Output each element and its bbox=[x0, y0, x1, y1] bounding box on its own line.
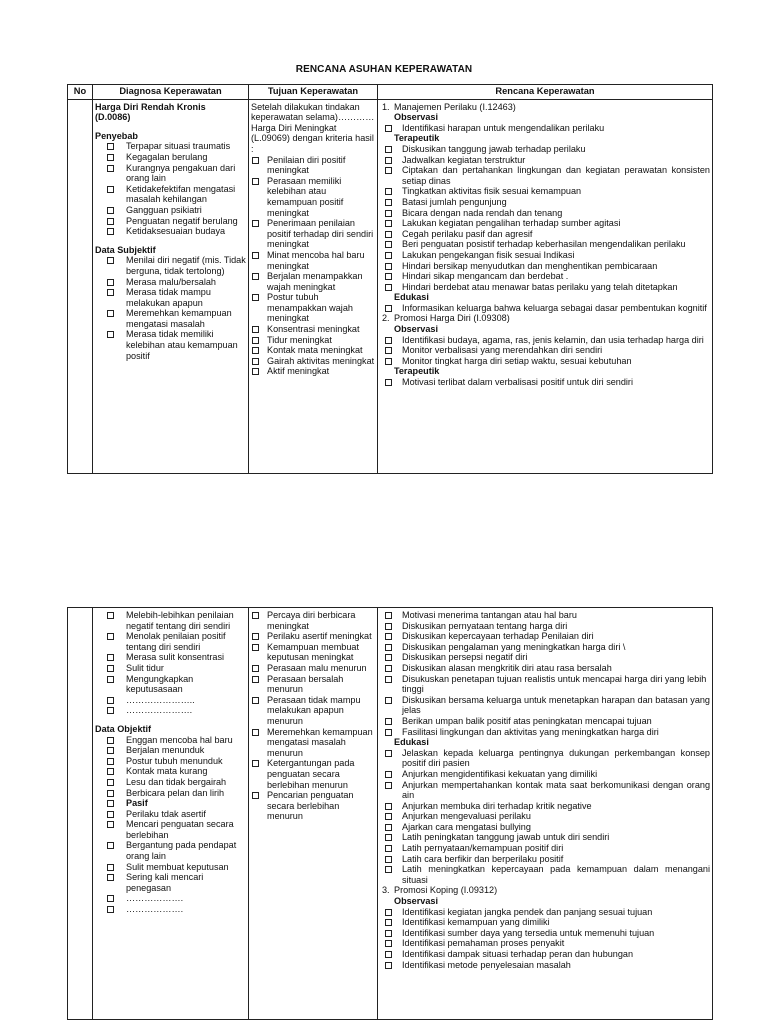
list-item: Anjurkan membuka diri terhadap kritik negative bbox=[380, 801, 710, 812]
list-item: ………………. bbox=[95, 893, 246, 904]
diagnosis-code: (D.0086) bbox=[95, 112, 131, 123]
list-item: Diskusikan alasan mengkritik diri atau rasa bersalah bbox=[380, 663, 710, 674]
list-item: Menolak penilaian positif tentang diri sendiri bbox=[95, 631, 246, 652]
list-item: Hindari berdebat atau menawar batas perilaku yang telah ditetapkan bbox=[380, 282, 710, 293]
subjektif-heading: Data Subjektif bbox=[95, 244, 156, 255]
list-item: Pencarian penguatan secara berlebihan menurun bbox=[251, 790, 375, 822]
list-item: Sulit tidur bbox=[95, 663, 246, 674]
list-item: Jelaskan kepada keluarga pentingnya dukungan perkembangan konsep positif diri pasien bbox=[380, 748, 710, 769]
intervention-title: Promosi Koping (I.09312) bbox=[394, 885, 498, 896]
list-item: Identifikasi budaya, agama, ras, jenis kelamin, dan usia terhadap harga diri bbox=[380, 335, 710, 346]
list-item: Disukuskan penetapan tujuan realistis untuk mencapai harga diri yang lebih tinggi bbox=[380, 674, 710, 695]
list-item: Anjurkan mempertahankan kontak mata saat berkomunikasi dengan orang ain bbox=[380, 780, 710, 801]
edukasi-list bbox=[380, 748, 710, 886]
list-item: Lakukan kegiatan pengalihan terhadap sumber agitasi bbox=[380, 218, 710, 229]
list-item: Perasaan memiliki kelebihan atau kemampuan positif meningkat bbox=[251, 176, 375, 218]
list-item: Melebih-lebihkan penilaian negatif tentang diri sendiri bbox=[95, 610, 246, 631]
list-item: Lakukan pengekangan fisik sesuai Indikasi bbox=[380, 250, 710, 261]
intervention-3 bbox=[380, 885, 710, 896]
list-item: Berbicara pelan dan lirih bbox=[95, 788, 246, 799]
list-item: Perasaan bersalah menurun bbox=[251, 674, 375, 695]
diagnosis-title: Harga Diri Rendah Kronis bbox=[95, 101, 206, 112]
list-item: Enggan mencoba hal baru bbox=[95, 735, 246, 746]
list-item: Motivasi terlibat dalam verbalisasi positif untuk diri sendiri bbox=[380, 377, 710, 388]
list-item: Tingkatkan aktivitas fisik sesuai kemampuan bbox=[380, 186, 710, 197]
rencana-cell bbox=[378, 99, 713, 473]
list-item: Anjurkan mengidentifikasi kekuatan yang dimiliki bbox=[380, 769, 710, 780]
list-item: Beri penguatan posistif terhadap keberhasilan mengendalikan perilaku bbox=[380, 239, 710, 250]
terapeutik-list bbox=[380, 610, 710, 737]
diagnosa-cell bbox=[93, 99, 249, 473]
list-item: Identifikasi kemampuan yang dimiliki bbox=[380, 917, 710, 928]
list-item: Latih meningkatkan kepercayaan pada kemampuan dalam menangani situasi bbox=[380, 864, 710, 885]
intervention-title: Manajemen Perilaku (I.12463) bbox=[394, 101, 516, 112]
list-item: Fasilitasi lingkungan dan aktivitas yang meningkatkan harga diri bbox=[380, 727, 710, 738]
list-item: Kurangnya pengakuan dari orang lain bbox=[95, 163, 246, 184]
terapeutik-heading: Terapeutik bbox=[394, 133, 440, 144]
list-item: Mengungkapkan keputusasaan bbox=[95, 674, 246, 695]
list-item: Penguatan negatif berulang bbox=[95, 216, 246, 227]
list-item: Cegah perilaku pasif dan agresif bbox=[380, 229, 710, 240]
edukasi-list bbox=[380, 303, 710, 314]
list-item: Mencari penguatan secara berlebihan bbox=[95, 819, 246, 840]
intervention-1 bbox=[380, 102, 710, 113]
table-row bbox=[68, 99, 713, 473]
list-item: Berikan umpan balik positif atas peningkatan mencapai tujuan bbox=[380, 716, 710, 727]
list-item: Bergantung pada pendapat orang lain bbox=[95, 840, 246, 861]
no-cell bbox=[68, 99, 93, 473]
tujuan-cell bbox=[249, 99, 378, 473]
header-tujuan: Tujuan Keperawatan bbox=[249, 85, 378, 100]
list-item: Perilaku tdak asertif bbox=[95, 809, 246, 820]
list-item: Merasa tidak memiliki kelebihan atau kemampuan positif bbox=[95, 329, 246, 361]
terapeutik-heading: Terapeutik bbox=[394, 366, 440, 377]
list-item: Ciptakan dan pertahankan lingkungan dan kegiatan perawatan konsisten setiap dinas bbox=[380, 165, 710, 186]
list-item: Identifikasi sumber daya yang tersedia untuk memenuhi tujuan bbox=[380, 928, 710, 939]
list-item: Perilaku asertif meningkat bbox=[251, 631, 375, 642]
list-item: …………………. bbox=[95, 705, 246, 716]
table-row bbox=[68, 608, 713, 1020]
tujuan-list bbox=[251, 610, 375, 822]
list-item: Postur tubuh menampakkan wajah meningkat bbox=[251, 292, 375, 324]
header-rencana: Rencana Keperawatan bbox=[378, 85, 713, 100]
list-item: Ajarkan cara mengatasi bullying bbox=[380, 822, 710, 833]
rencana-cell bbox=[378, 608, 713, 1020]
list-item: Identifikasi metode penyelesaian masalah bbox=[380, 960, 710, 971]
list-item: Konsentrasi meningkat bbox=[251, 324, 375, 335]
list-item: Ketidaksesuaian budaya bbox=[95, 226, 246, 237]
list-item: Ketidakefektifan mengatasi masalah kehilangan bbox=[95, 184, 246, 205]
list-item: Jadwalkan kegiatan terstruktur bbox=[380, 155, 710, 166]
objektif-heading: Data Objektif bbox=[95, 723, 152, 734]
no-cell bbox=[68, 608, 93, 1020]
observasi-list bbox=[380, 335, 710, 367]
list-item: Ketergantungan pada penguatan secara berlebihan menurun bbox=[251, 758, 375, 790]
list-item: Hindari bersikap menyudutkan dan menghentikan pembicaraan bbox=[380, 261, 710, 272]
list-item: Latih pernyataan/kemampuan positif diri bbox=[380, 843, 710, 854]
list-item: Gairah aktivitas meningkat bbox=[251, 356, 375, 367]
list-item: Menilai diri negatif (mis. Tidak berguna, tidak tertolong) bbox=[95, 255, 246, 276]
penyebab-heading: Penyebab bbox=[95, 130, 138, 141]
list-item: Kontak mata kurang bbox=[95, 766, 246, 777]
intervention-title: Promosi Harga Diri (I.09308) bbox=[394, 313, 510, 324]
list-item: Penilaian diri positif meningkat bbox=[251, 155, 375, 176]
document-title: RENCANA ASUHAN KEPERAWATAN bbox=[295, 64, 473, 75]
list-item: Identifikasi pemahaman proses penyakit bbox=[380, 938, 710, 949]
list-item: Identifikasi kegiatan jangka pendek dan panjang sesuai tujuan bbox=[380, 907, 710, 918]
list-item: Percaya diri berbicara meningkat bbox=[251, 610, 375, 631]
penyebab-list bbox=[95, 141, 246, 236]
list-item: Batasi jumlah pengunjung bbox=[380, 197, 710, 208]
observasi-list bbox=[380, 907, 710, 971]
list-item: Anjurkan mengevaluasi perilaku bbox=[380, 811, 710, 822]
list-item: Bicara dengan nada rendah dan tenang bbox=[380, 208, 710, 219]
intervention-number: 1. bbox=[382, 101, 390, 112]
list-item: Meremehkan kemampuan mengatasi masalah bbox=[95, 308, 246, 329]
list-item: Perasaan tidak mampu melakukan apapun menurun bbox=[251, 695, 375, 727]
header-diagnosa: Diagnosa Keperawatan bbox=[93, 85, 249, 100]
intervention-2 bbox=[380, 313, 710, 324]
list-item: Identifikasi dampak situasi terhadap peran dan hubungan bbox=[380, 949, 710, 960]
terapeutik-list bbox=[380, 144, 710, 292]
care-plan-table bbox=[67, 84, 713, 474]
header-no: No bbox=[68, 85, 93, 100]
list-item: Informasikan keluarga bahwa keluarga sebagai dasar pembentukan kognitif bbox=[380, 303, 710, 314]
list-item: Monitor verbalisasi yang merendahkan diri sendiri bbox=[380, 345, 710, 356]
list-item: Diskusikan pernyataan tentang harga diri bbox=[380, 621, 710, 632]
list-item: Latih peningkatan tanggung jawab untuk diri sendiri bbox=[380, 832, 710, 843]
objektif-list bbox=[95, 735, 246, 915]
intervention-number: 3. bbox=[382, 885, 390, 896]
list-item: Meremehkan kemampuan mengatasi masalah menurun bbox=[251, 727, 375, 759]
care-plan-table-continued bbox=[67, 607, 713, 1020]
list-item: ………………. bbox=[95, 904, 246, 915]
list-item: Sulit membuat keputusan bbox=[95, 862, 246, 873]
terapeutik-list bbox=[380, 377, 710, 388]
tujuan-intro: Setelah dilakukan tindakan keperawatan selama)…………Harga Diri Meningkat (L.09069) dengan kriteria hasil : bbox=[251, 101, 375, 154]
list-item: ………………….. bbox=[95, 695, 246, 706]
list-item: Diskusikan persepsi negatif diri bbox=[380, 652, 710, 663]
list-item: Latih cara berfikir dan berperilaku positif bbox=[380, 854, 710, 865]
list-item: Minat mencoba hal baru meningkat bbox=[251, 250, 375, 271]
list-item: Identifikasi harapan untuk mengendalikan perilaku bbox=[380, 123, 710, 134]
list-item: Berjalan menampakkan wajah meningkat bbox=[251, 271, 375, 292]
list-item: Merasa tidak mampu melakukan apapun bbox=[95, 287, 246, 308]
list-item: Sering kali mencari penegasan bbox=[95, 872, 246, 893]
list-item: Tidur meningkat bbox=[251, 335, 375, 346]
list-item: Perasaan malu menurun bbox=[251, 663, 375, 674]
observasi-heading: Observasi bbox=[394, 324, 438, 335]
list-item: Merasa malu/bersalah bbox=[95, 277, 246, 288]
list-item: Kegagalan berulang bbox=[95, 152, 246, 163]
list-item: Hindari sikap mengancam dan berdebat . bbox=[380, 271, 710, 282]
list-item: Kontak mata meningkat bbox=[251, 345, 375, 356]
subjektif-list bbox=[95, 255, 246, 361]
list-item: Merasa sulit konsentrasi bbox=[95, 652, 246, 663]
observasi-heading: Observasi bbox=[394, 112, 438, 123]
list-item: Berjalan menunduk bbox=[95, 745, 246, 756]
list-item: Diskusikan bersama keluarga untuk menetapkan harapan dan batasan yang jelas bbox=[380, 695, 710, 716]
list-item: Terpapar situasi traumatis bbox=[95, 141, 246, 152]
edukasi-heading: Edukasi bbox=[394, 737, 429, 748]
list-item: Pasif bbox=[95, 798, 246, 809]
list-item: Aktif meningkat bbox=[251, 366, 375, 377]
list-item: Gangguan psikiatri bbox=[95, 205, 246, 216]
list-item: Motivasi menerima tantangan atau hal baru bbox=[380, 610, 710, 621]
diagnosa-cell bbox=[93, 608, 249, 1020]
list-item: Postur tubuh menunduk bbox=[95, 756, 246, 767]
list-item: Penerimaan penilaian positif terhadap diri sendiri meningkat bbox=[251, 218, 375, 250]
observasi-list bbox=[380, 123, 710, 134]
list-item: Diskusikan pengalaman yang meningkatkan harga diri \ bbox=[380, 642, 710, 653]
list-item: Monitor tingkat harga diri setiap waktu, sesuai kebutuhan bbox=[380, 356, 710, 367]
list-item: Diskusikan kepercayaan terhadap Penilaian diri bbox=[380, 631, 710, 642]
observasi-heading: Observasi bbox=[394, 896, 438, 907]
tujuan-cell bbox=[249, 608, 378, 1020]
list-item: Lesu dan tidak bergairah bbox=[95, 777, 246, 788]
list-item: Diskusikan tanggung jawab terhadap perilaku bbox=[380, 144, 710, 155]
intervention-number: 2. bbox=[382, 313, 390, 324]
list-item: Kemampuan membuat keputusan meningkat bbox=[251, 642, 375, 663]
subjektif-list bbox=[95, 610, 246, 716]
tujuan-list bbox=[251, 155, 375, 377]
edukasi-heading: Edukasi bbox=[394, 292, 429, 303]
table-header-row bbox=[68, 85, 713, 100]
